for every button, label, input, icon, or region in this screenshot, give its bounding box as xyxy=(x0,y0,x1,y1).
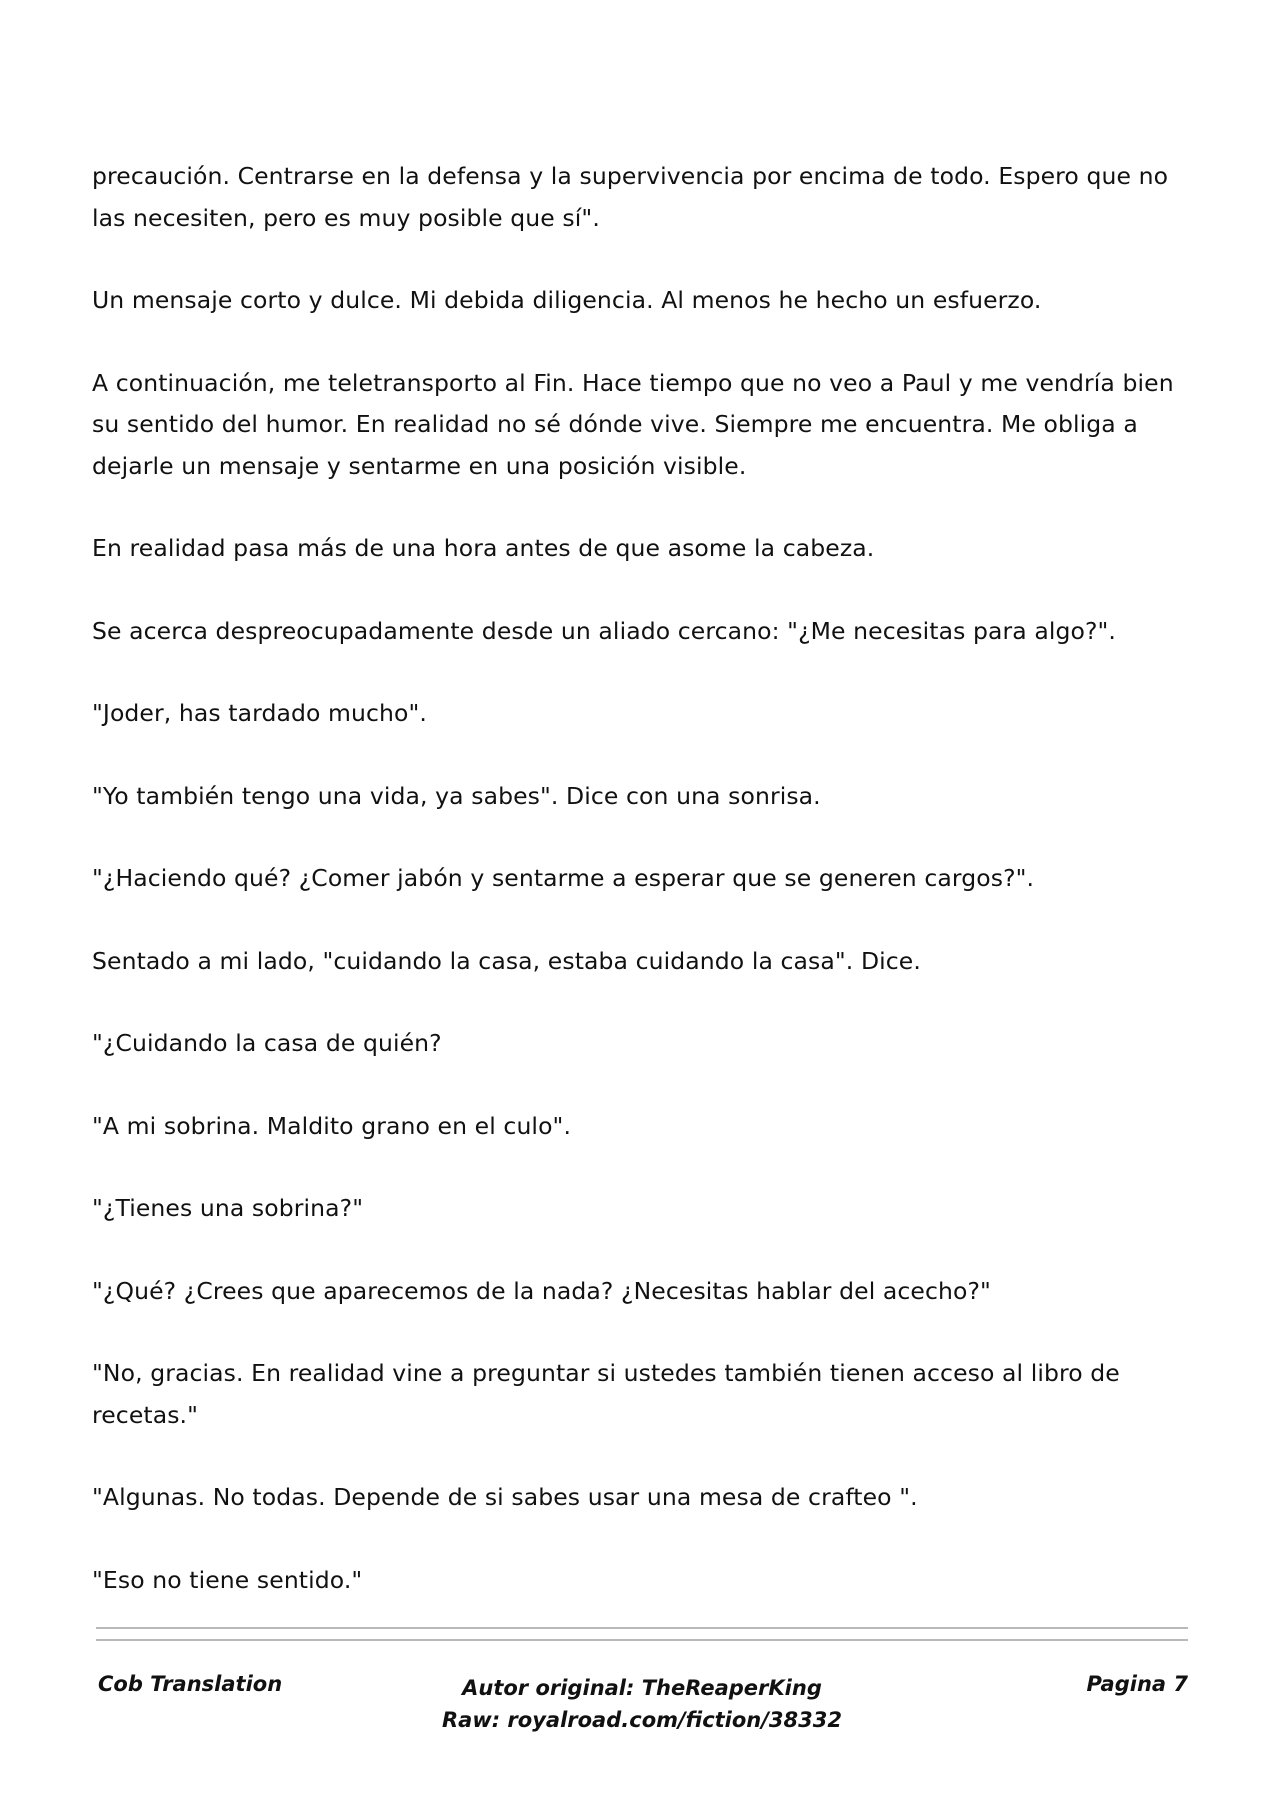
paragraph: Se acerca despreocupadamente desde un aliado cercano: "¿Me necesitas para algo?". xyxy=(92,616,1117,645)
paragraph: "¿Tienes una sobrina?" xyxy=(92,1194,364,1222)
paragraph: Un mensaje corto y dulce. Mi debida diligencia. Al menos he hecho un esfuerzo. xyxy=(92,286,1042,314)
footer-divider-bottom xyxy=(96,1639,1188,1641)
footer-page-number: Pagina 7 xyxy=(1086,1672,1188,1696)
paragraph: "Eso no tiene sentido." xyxy=(92,1565,363,1594)
paragraph: En realidad pasa más de una hora antes de que asome la cabeza. xyxy=(92,534,875,562)
paragraph: A continuación, me teletransporto al Fin. Hace tiempo que no veo a Paul y me vendría bien su sentido del humor. En realidad no sé dónde vive. Siempre me encuentra. Me obliga a dejarle un mensaje y sentarme en una posición visible. xyxy=(92,368,1174,480)
paragraph: "¿Haciendo qué? ¿Comer jabón y sentarme a esperar que se generen cargos?". xyxy=(92,864,1035,892)
paragraph: "A mi sobrina. Maldito grano en el culo". xyxy=(92,1111,572,1140)
footer-raw-source: Raw: royalroad.com/fiction/38332 xyxy=(441,1708,842,1732)
paragraph: "¿Cuidando la casa de quién? xyxy=(92,1029,442,1057)
page-footer xyxy=(96,1672,1188,1752)
page-body xyxy=(92,156,1188,1642)
footer-divider-top xyxy=(96,1627,1188,1629)
paragraph: Sentado a mi lado, "cuidando la casa, estaba cuidando la casa". Dice. xyxy=(92,946,921,975)
paragraph: "Yo también tengo una vida, ya sabes". Dice con una sonrisa. xyxy=(92,781,821,810)
paragraph: "¿Qué? ¿Crees que aparecemos de la nada? ¿Necesitas hablar del acecho?" xyxy=(92,1276,991,1305)
paragraph: precaución. Centrarse en la defensa y la supervivencia por encima de todo. Espero que no las necesiten, pero es muy posible que sí". xyxy=(92,162,1169,232)
footer-translator: Cob Translation xyxy=(98,1672,283,1696)
paragraph: "Joder, has tardado mucho". xyxy=(92,699,428,727)
footer-author: Autor original: TheReaperKing xyxy=(462,1676,822,1700)
paragraph: "Algunas. No todas. Depende de si sabes usar una mesa de crafteo ". xyxy=(92,1483,918,1511)
paragraph: "No, gracias. En realidad vine a preguntar si ustedes también tienen acceso al libro de recetas." xyxy=(92,1359,1120,1429)
footer-credits xyxy=(96,1672,1188,1736)
